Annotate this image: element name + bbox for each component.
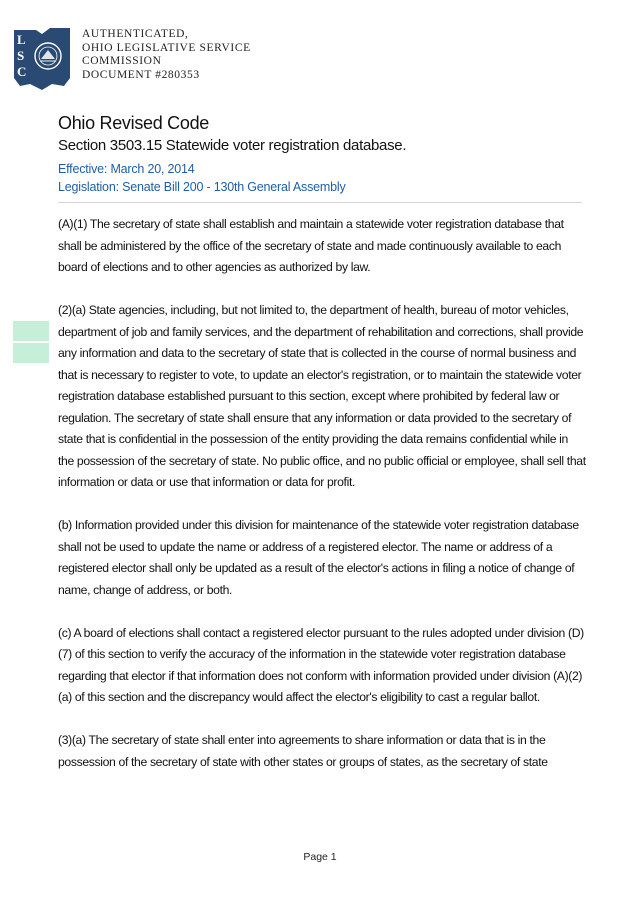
paragraph-c: (c) A board of elections shall contact a registered elector pursuant to the rules adopted under division (D)(7) of this section to verify the accuracy of the information in the statewide voter registration database regarding that elector if that information does not conform with information provided under division (A)(2)(a) of this section and the discrepancy would affect the elector's eligibility to cast a regular ballot. bbox=[58, 625, 584, 704]
statute-body bbox=[58, 214, 586, 795]
margin-highlight-marks bbox=[13, 321, 49, 365]
lsc-seal-logo bbox=[12, 26, 72, 92]
paragraph-a1: (A)(1) The secretary of state shall establish and maintain a statewide voter registration database that shall be administered by the office of the secretary of state and made continuously available to each board of elections and to other agencies as authorized by law. bbox=[58, 217, 564, 274]
auth-line: COMMISSION bbox=[82, 55, 162, 67]
effective-date: Effective: March 20, 2014 bbox=[58, 162, 195, 176]
logo-letter-s: S bbox=[17, 48, 25, 63]
page-number: Page 1 bbox=[303, 851, 337, 863]
auth-line: OHIO LEGISLATIVE SERVICE bbox=[82, 41, 251, 54]
section-title: Section 3503.15 Statewide voter registration database. bbox=[58, 137, 407, 154]
auth-line: DOCUMENT #280353 bbox=[82, 68, 200, 81]
paragraph-b: (b) Information provided under this division for maintenance of the statewide voter registration database shall not be used to update the name or address of a registered elector. The name or address of a registered elector shall only be updated as a result of the elector's actions in filing a notice of change of name, change of address, or both. bbox=[58, 518, 579, 597]
paragraph-3a: (3)(a) The secretary of state shall enter into agreements to share information or data that is in the possession of the secretary of state with other states or groups of states, as the secretary of state bbox=[58, 733, 548, 769]
code-title: Ohio Revised Code bbox=[58, 113, 209, 133]
highlight-mark bbox=[13, 321, 49, 341]
logo-letter-l: L bbox=[17, 32, 26, 47]
legislation-info: Legislation: Senate Bill 200 - 130th General Assembly bbox=[58, 180, 346, 194]
logo-letter-c: C bbox=[17, 64, 27, 79]
auth-line: AUTHENTICATED, bbox=[82, 28, 189, 40]
highlight-mark bbox=[13, 343, 49, 363]
authentication-notice bbox=[82, 28, 251, 82]
document-header bbox=[12, 26, 251, 92]
header-divider bbox=[58, 202, 582, 203]
paragraph-2a: (2)(a) State agencies, including, but not limited to, the department of health, bureau of motor vehicles, department of job and family services, and the department of rehabilitation and corrections, shall provide any information and data to the secretary of state that is collected in the course of normal business and that is necessary to register to vote, to update an elector's registration, or to maintain the statewide voter registration database established pursuant to this section, except where prohibited by federal law or regulation. The secretary of state shall ensure that any information or data provided to the secretary of state that is confidential in the possession of the entity providing the data remains confidential while in the possession of the secretary of state. No public office, and no public official or employee, shall sell that information or data or use that information or data for profit. bbox=[58, 303, 586, 489]
title-block bbox=[58, 112, 582, 196]
